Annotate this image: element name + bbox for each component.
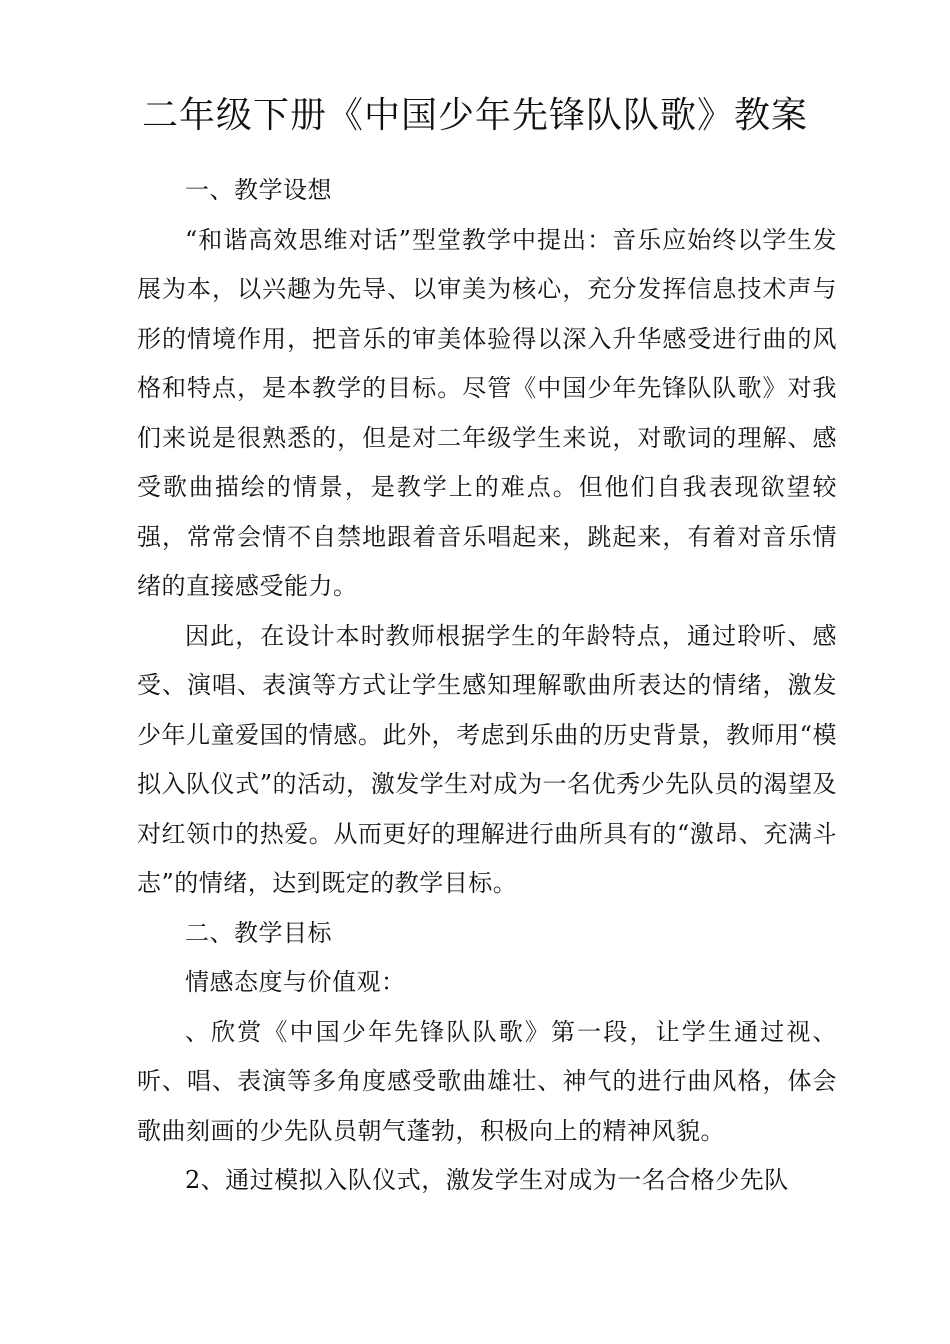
section-heading-teaching-goals: 二、教学目标 [185, 918, 332, 947]
subheading-emotion-values: 情感态度与价值观： [185, 968, 406, 996]
paragraph-design-rationale: 因此，在设计本时教师根据学生的年龄特点，通过聆听、感受、演唱、表演等方式让学生感知理解歌曲所表达的情绪，激发少年儿童爱国的情感。此外，考虑到乐曲的历史背景，教师用“模拟入队仪式”的活动，激发学生对成为一名优秀少先队员的渴望及对红领巾的热爱。从而更好的理解进行曲所具有的“激昂、充满斗志”的情绪，达到既定的教学目标。 [137, 621, 837, 897]
list-item-goal-1: 、欣赏《中国少年先锋队队歌》第一段，让学生通过视、听、唱、表演等多角度感受歌曲雄壮、神气的进行曲风格，体会歌曲刻画的少先队员朝气蓬勃，积极向上的精神风貌。 [137, 1017, 837, 1145]
document-title: 二年级下册《中国少年先锋队队歌》教案 [141, 95, 808, 136]
section-heading-teaching-concept: 一、教学设想 [185, 176, 332, 204]
document-body [137, 166, 837, 1206]
paragraph-teaching-concept: “和谐高效思维对话”型堂教学中提出：音乐应始终以学生发展为本，以兴趣为先导、以审美为核心，充分发挥信息技术声与形的情境作用，把音乐的审美体验得以深入升华感受进行曲的风格和特点，是本教学的目标。尽管《中国少年先锋队队歌》对我们来说是很熟悉的，但是对二年级学生来说，对歌词的理解、感受歌曲描绘的情景，是教学上的难点。但他们自我表现欲望较强，常常会情不自禁地跟着音乐唱起来，跳起来，有着对音乐情绪的直接感受能力。 [137, 225, 837, 600]
list-item-goal-2: 2、通过模拟入队仪式，激发学生对成为一名合格少先队 [185, 1166, 789, 1194]
